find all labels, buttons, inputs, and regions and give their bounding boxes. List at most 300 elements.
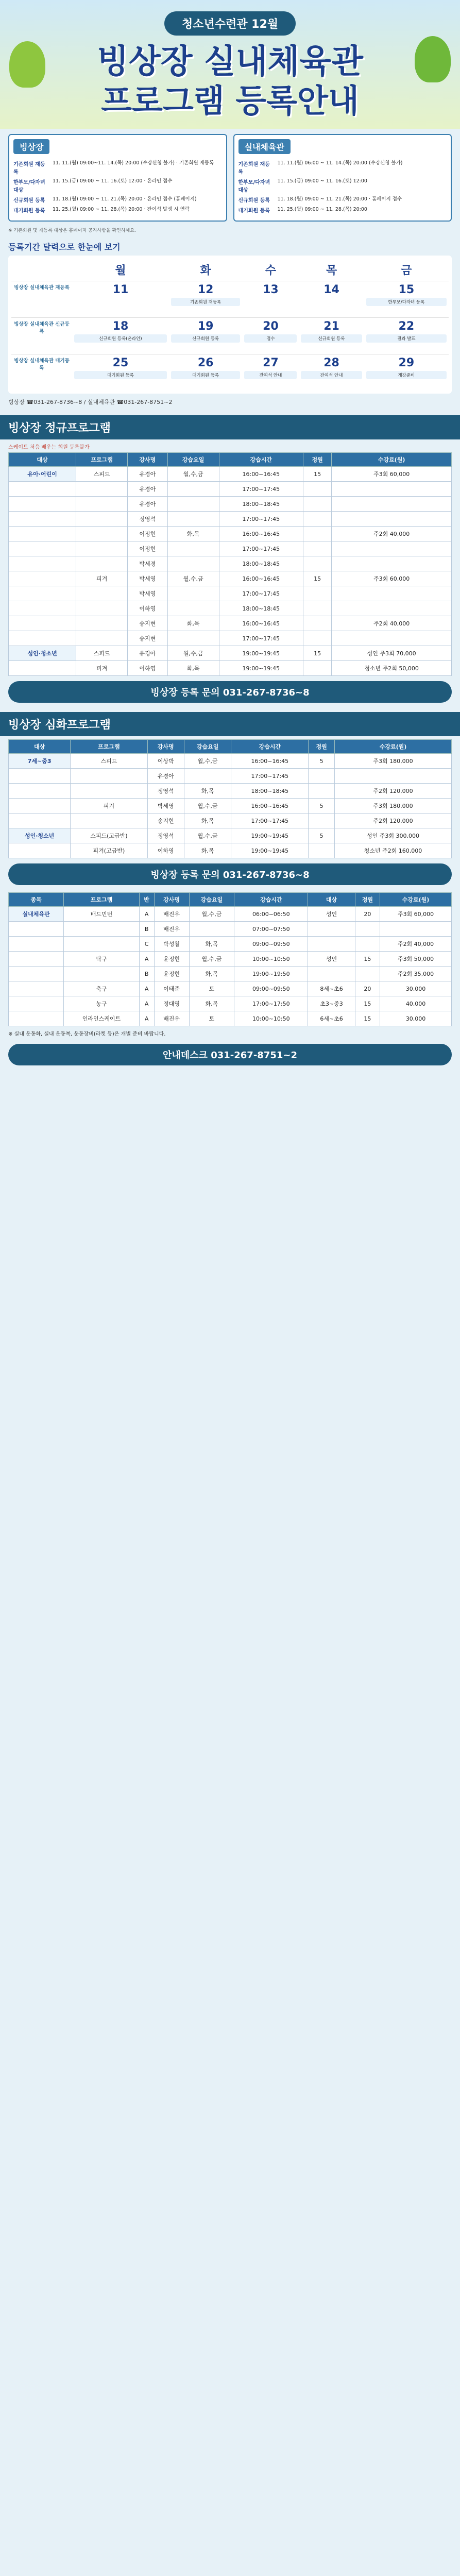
table-header: 강습시간 (219, 453, 303, 467)
table-cell (76, 616, 128, 631)
regular-note: 스케이트 처음 배우는 회원 등록불가 (8, 445, 90, 450)
hero-banner (0, 0, 460, 129)
table-cell (167, 512, 219, 527)
regular-section-title: 빙상장 정규프로그램 (0, 415, 460, 439)
table-cell (303, 556, 331, 571)
table-row (9, 828, 452, 843)
table-cell (303, 541, 331, 556)
table-header: 프로그램 (76, 453, 128, 467)
table-cell: 피겨 (76, 571, 128, 586)
table-cell (309, 769, 335, 784)
table-cell (9, 601, 76, 616)
notes-top: ※ 기존회원 및 재등록 대상은 홈페이지 공지사항을 확인하세요. (8, 228, 136, 233)
table-cell: 17:00~17:45 (219, 586, 303, 601)
table-cell: 배진우 (154, 922, 189, 937)
table-cell: 주2회 120,000 (334, 814, 451, 828)
table-cell: 정영석 (147, 784, 184, 799)
table-cell (303, 497, 331, 512)
registration-boxes (8, 134, 452, 222)
box-title: 빙상장 (13, 139, 49, 154)
table-cell (9, 541, 76, 556)
table-cell (309, 814, 335, 828)
page (0, 0, 460, 1071)
table-cell (9, 1011, 64, 1026)
calendar-table (11, 259, 449, 391)
row-tag: 대기회원 등록 (238, 208, 270, 214)
table-cell: 성인 주3회 70,000 (332, 646, 452, 661)
table-cell: 16:00~16:45 (219, 527, 303, 541)
calendar-event: 신규회원 등록 (301, 334, 362, 343)
table-cell (189, 922, 234, 937)
table-cell (9, 799, 71, 814)
advanced-table (8, 739, 452, 858)
calendar-event: 개강준비 (366, 371, 447, 379)
calendar-day (364, 281, 449, 318)
table-cell: 17:00~17:45 (219, 541, 303, 556)
table-cell: 박세경 (128, 556, 168, 571)
table-cell: 주3회 60,000 (332, 571, 452, 586)
table-cell (334, 769, 451, 784)
table-row (9, 541, 452, 556)
table-cell (332, 512, 452, 527)
table-cell: 이하영 (147, 843, 184, 858)
table-cell: 19:00~19:45 (219, 646, 303, 661)
table-cell: 농구 (64, 996, 139, 1011)
table-cell (9, 814, 71, 828)
table-cell: A (139, 907, 154, 922)
table-cell (303, 616, 331, 631)
calendar-day-number: 21 (323, 320, 339, 333)
table-cell: A (139, 1011, 154, 1026)
table-cell: 송지현 (128, 616, 168, 631)
table-cell: 성인·청소년 (9, 646, 76, 661)
table-cell: 정대영 (154, 996, 189, 1011)
table-row (9, 571, 452, 586)
table-cell (76, 556, 128, 571)
calendar-day (364, 318, 449, 354)
calendar-day (299, 354, 364, 391)
table-cell: A (139, 996, 154, 1011)
table-cell (355, 937, 380, 952)
regular-table (8, 452, 452, 676)
calendar-weekday: 목 (326, 264, 337, 277)
table-cell (76, 482, 128, 497)
calendar-day-number: 26 (197, 357, 214, 369)
table-cell: 인라인스케이트 (64, 1011, 139, 1026)
notes-bottom: ※ 실내 운동화, 실내 운동복, 운동장비(라켓 등)은 개별 준비 바랍니다. (8, 1031, 166, 1037)
calendar-day (72, 354, 169, 391)
table-cell: 주3회 50,000 (380, 952, 452, 967)
row-tag: 신규회원 등록 (13, 198, 45, 204)
table-cell (309, 784, 335, 799)
rink-registration-box (8, 134, 227, 222)
table-cell (332, 541, 452, 556)
calendar-day-number: 11 (112, 283, 129, 296)
row-tag: 한부모/다자녀 대상 (238, 180, 270, 193)
table-cell: 20 (355, 981, 380, 996)
gym-phone: 안내데스크 031-267-8751~2 (8, 1044, 452, 1065)
table-row (9, 527, 452, 541)
table-cell: 19:00~19:45 (231, 843, 309, 858)
table-cell: 16:00~16:45 (231, 799, 309, 814)
table-cell (9, 571, 76, 586)
table-cell: 18:00~18:45 (219, 497, 303, 512)
table-row (9, 556, 452, 571)
calendar-day-number: 28 (323, 357, 339, 369)
table-cell (303, 482, 331, 497)
table-cell: 월,수,금 (167, 571, 219, 586)
table-cell: 정영석 (147, 828, 184, 843)
calendar-day-number: 18 (112, 320, 129, 333)
calendar-day-number: 14 (323, 283, 339, 296)
row-tag: 기존회원 재등록 (238, 162, 270, 175)
calendar-weekday: 화 (200, 264, 211, 277)
table-cell: 축구 (64, 981, 139, 996)
table-row (9, 814, 452, 828)
table-cell: 15 (303, 571, 331, 586)
table-cell (9, 661, 76, 676)
row-text: 11. 11.(월) 06:00 ~ 11. 14.(목) 20:00 (수강신청 불가) (277, 160, 403, 166)
table-cell: 19:00~19:45 (231, 828, 309, 843)
table-cell: 화,목 (189, 996, 234, 1011)
table-cell: 17:00~17:45 (231, 769, 309, 784)
table-cell (9, 586, 76, 601)
table-cell: 15 (303, 467, 331, 482)
table-cell: 월,수,금 (189, 907, 234, 922)
calendar-day-number: 13 (263, 283, 279, 296)
table-cell (71, 769, 147, 784)
table-cell (308, 922, 355, 937)
table-cell: A (139, 952, 154, 967)
table-cell: C (139, 937, 154, 952)
table-cell: 18:00~18:45 (219, 601, 303, 616)
table-cell: B (139, 922, 154, 937)
table-cell (9, 512, 76, 527)
table-cell: 월,수,금 (184, 799, 231, 814)
table-cell (64, 922, 139, 937)
table-cell (9, 556, 76, 571)
table-cell: 이하영 (128, 661, 168, 676)
calendar-day (299, 318, 364, 354)
table-header: 대상 (9, 453, 76, 467)
table-cell: 16:00~16:45 (219, 571, 303, 586)
table-row (9, 922, 452, 937)
table-cell: 화,목 (184, 814, 231, 828)
calendar-day-number: 25 (112, 357, 129, 369)
table-cell: 피겨 (71, 799, 147, 814)
table-cell: 19:00~19:50 (234, 967, 308, 981)
table-cell: 성인 주3회 300,000 (334, 828, 451, 843)
table-header: 대상 (9, 740, 71, 754)
table-cell (167, 631, 219, 646)
calendar-day (72, 318, 169, 354)
row-text: 11. 18.(월) 09:00 ~ 11. 21.(목) 20:00 · 온라인 접수 (홈페이지) (53, 196, 197, 202)
table-cell (71, 784, 147, 799)
table-header: 정원 (309, 740, 335, 754)
table-cell: 청소년 주2회 50,000 (332, 661, 452, 676)
calendar-day (364, 354, 449, 391)
calendar-day (299, 281, 364, 318)
table-cell: 06:00~06:50 (234, 907, 308, 922)
table-cell: 6세~초6 (308, 1011, 355, 1026)
table-cell: 17:00~17:50 (234, 996, 308, 1011)
table-cell: 16:00~16:45 (219, 467, 303, 482)
table-cell (71, 814, 147, 828)
table-cell: 유경아 (147, 769, 184, 784)
table-row (9, 843, 452, 858)
table-cell (332, 631, 452, 646)
table-header: 강사명 (154, 893, 189, 907)
table-cell (167, 541, 219, 556)
table-cell: 윤정현 (154, 967, 189, 981)
table-cell (9, 527, 76, 541)
table-cell: 30,000 (380, 1011, 452, 1026)
table-cell: 09:00~09:50 (234, 981, 308, 996)
calendar-day-number: 12 (197, 283, 214, 296)
calendar-event: 접수 (244, 334, 297, 343)
table-cell: 5 (309, 754, 335, 769)
table-cell: 월,수,금 (167, 467, 219, 482)
table-row (9, 601, 452, 616)
hero-subtitle: 프로그램 등록안내 (101, 82, 359, 120)
table-row (9, 631, 452, 646)
table-row (9, 784, 452, 799)
table-cell: 배드민턴 (64, 907, 139, 922)
table-header: 강습요일 (189, 893, 234, 907)
calendar-event: 대기회원 등록 (171, 371, 240, 379)
table-cell: 주2회 40,000 (332, 527, 452, 541)
table-row (9, 646, 452, 661)
row-text: 11. 25.(월) 09:00 ~ 11. 28.(목) 20:00 (277, 207, 367, 212)
table-cell (167, 601, 219, 616)
table-cell: 피겨(고급반) (71, 843, 147, 858)
calendar-week-label: 빙상장 실내체육관 대기등록 (11, 354, 72, 391)
table-cell: 40,000 (380, 996, 452, 1011)
table-cell: 유경아 (128, 497, 168, 512)
table-cell: 8세~초6 (308, 981, 355, 996)
table-cell: 배진우 (154, 907, 189, 922)
calendar-day (242, 281, 299, 318)
table-row (9, 981, 452, 996)
table-row (9, 1011, 452, 1026)
table-cell (9, 616, 76, 631)
table-cell: 주3회 180,000 (334, 754, 451, 769)
table-row (9, 497, 452, 512)
table-header: 정원 (303, 453, 331, 467)
table-cell: 윤정현 (154, 952, 189, 967)
row-tag: 신규회원 등록 (238, 198, 270, 204)
calendar-weekday: 금 (401, 264, 412, 277)
table-cell (9, 631, 76, 646)
calendar-weekday: 수 (265, 264, 277, 277)
table-cell (9, 497, 76, 512)
calendar-event: 신규회원 등록(온라인) (74, 334, 167, 343)
table-cell: 유아·어린이 (9, 467, 76, 482)
table-cell (308, 967, 355, 981)
table-cell: 월,수,금 (184, 828, 231, 843)
table-cell: 유경아 (128, 482, 168, 497)
calendar-week-label: 빙상장 실내체육관 재등록 (11, 281, 72, 318)
table-cell (332, 556, 452, 571)
calendar-week-label: 빙상장 실내체육관 신규등록 (11, 318, 72, 354)
table-cell: 이정현 (128, 527, 168, 541)
table-cell (9, 482, 76, 497)
table-cell: 월,수,금 (184, 754, 231, 769)
table-cell: 배진우 (154, 1011, 189, 1026)
table-cell: 주3회 60,000 (380, 907, 452, 922)
table-header: 강습시간 (234, 893, 308, 907)
advanced-phone: 빙상장 등록 문의 031-267-8736~8 (8, 863, 452, 885)
table-cell: 박세영 (147, 799, 184, 814)
calendar-body (11, 281, 449, 391)
row-text: 11. 18.(월) 09:00 ~ 11. 21.(목) 20:00 · 홈페이지 접수 (277, 196, 402, 202)
table-cell: 토 (189, 1011, 234, 1026)
row-text: 11. 15.(금) 09:00 ~ 11. 16.(토) 12:00 (277, 178, 367, 184)
calendar-day (169, 318, 242, 354)
table-cell (303, 527, 331, 541)
calendar-week (11, 354, 449, 391)
calendar-event: 기존회원 재등록 (171, 298, 240, 306)
table-header: 강습시간 (231, 740, 309, 754)
table-cell (332, 586, 452, 601)
table-cell: 16:00~16:45 (219, 616, 303, 631)
table-cell: 박세영 (128, 571, 168, 586)
table-cell: 18:00~18:45 (231, 784, 309, 799)
table-row (9, 937, 452, 952)
calendar-day-number: 19 (197, 320, 214, 333)
table-cell (184, 769, 231, 784)
table-cell (332, 601, 452, 616)
table-cell: 초3~중3 (308, 996, 355, 1011)
table-header: 프로그램 (64, 893, 139, 907)
calendar-event: 신규회원 등록 (171, 334, 240, 343)
table-cell (380, 922, 452, 937)
calendar-week (11, 281, 449, 318)
table-cell: 송지현 (147, 814, 184, 828)
table-cell (64, 967, 139, 981)
table-cell: 20 (355, 907, 380, 922)
table-cell (76, 497, 128, 512)
table-cell (303, 661, 331, 676)
table-cell (9, 784, 71, 799)
tree-illustration (415, 36, 451, 82)
table-cell: 15 (355, 952, 380, 967)
table-cell (76, 512, 128, 527)
table-cell: 박세영 (128, 586, 168, 601)
row-tag: 기존회원 재등록 (13, 162, 45, 175)
table-cell: 18:00~18:45 (219, 556, 303, 571)
row-text: 11. 15.(금) 09:00 ~ 11. 16.(토) 12:00 · 온라인 접수 (53, 178, 173, 184)
table-cell (303, 631, 331, 646)
table-header: 강습요일 (167, 453, 219, 467)
table-row (9, 799, 452, 814)
table-cell (9, 769, 71, 784)
calendar-corner (11, 259, 72, 281)
table-cell: 화,목 (189, 937, 234, 952)
table-cell: 15 (303, 646, 331, 661)
table-cell: 유경아 (128, 646, 168, 661)
table-cell (167, 586, 219, 601)
table-cell: 화,목 (167, 661, 219, 676)
table-cell: 실내체육관 (9, 907, 64, 922)
table-row (9, 467, 452, 482)
table-header: 수강료(원) (380, 893, 452, 907)
table-cell: 5 (309, 799, 335, 814)
table-header: 정원 (355, 893, 380, 907)
table-row (9, 482, 452, 497)
table-cell: 17:00~17:45 (219, 631, 303, 646)
table-cell: 17:00~17:45 (219, 512, 303, 527)
table-cell (303, 601, 331, 616)
table-header: 수강료(원) (332, 453, 452, 467)
table-cell: 피겨 (76, 661, 128, 676)
table-cell (303, 586, 331, 601)
contact-top: 빙상장 ☎031-267-8736~8 / 실내체육관 ☎031-267-8751~2 (8, 399, 173, 405)
table-cell (167, 556, 219, 571)
table-cell: 07:00~07:50 (234, 922, 308, 937)
calendar-day (169, 354, 242, 391)
table-cell: 화,목 (167, 616, 219, 631)
table-cell: 09:00~09:50 (234, 937, 308, 952)
table-cell: 청소년 주2회 160,000 (334, 843, 451, 858)
table-cell: 15 (355, 996, 380, 1011)
table-header: 대상 (308, 893, 355, 907)
calendar-day (242, 354, 299, 391)
gym-registration-box (233, 134, 452, 222)
table-cell: 스피드 (71, 754, 147, 769)
table-cell (9, 996, 64, 1011)
calendar-day-number: 27 (263, 357, 279, 369)
table-cell: A (139, 981, 154, 996)
row-text: 11. 25.(월) 09:00 ~ 11. 28.(목) 20:00 · 잔여석 발생 시 연락 (53, 207, 190, 212)
table-cell (76, 586, 128, 601)
calendar-day (72, 281, 169, 318)
table-cell (303, 512, 331, 527)
table-row (9, 512, 452, 527)
table-cell: 이태준 (154, 981, 189, 996)
row-text: 11. 11.(월) 09:00~11. 14.(목) 20:00 (수강신청 불가) · 기존회원 재등록 (53, 160, 214, 166)
table-row (9, 586, 452, 601)
calendar-event: 한부모/다자녀 등록 (366, 298, 447, 306)
table-cell (9, 952, 64, 967)
calendar-event: 잔여석 안내 (244, 371, 297, 379)
table-cell: 주3회 180,000 (334, 799, 451, 814)
advanced-section-title: 빙상장 심화프로그램 (0, 712, 460, 736)
table-cell (308, 937, 355, 952)
table-cell: 스피드 (76, 467, 128, 482)
table-row (9, 952, 452, 967)
table-cell (167, 497, 219, 512)
table-cell (9, 981, 64, 996)
table-cell: 30,000 (380, 981, 452, 996)
table-cell: 송지현 (128, 631, 168, 646)
calendar-day-number: 22 (398, 320, 415, 333)
calendar-day (169, 281, 242, 318)
table-cell: 이하영 (128, 601, 168, 616)
table-cell (332, 482, 452, 497)
table-cell: 토 (189, 981, 234, 996)
table-cell (332, 497, 452, 512)
table-cell (309, 843, 335, 858)
table-cell: 주2회 120,000 (334, 784, 451, 799)
table-cell: B (139, 967, 154, 981)
calendar-header-row (11, 259, 449, 281)
table-cell (76, 541, 128, 556)
row-tag: 한부모/다자녀 대상 (13, 180, 45, 193)
table-cell: 15 (355, 1011, 380, 1026)
table-cell (9, 967, 64, 981)
table-cell (355, 922, 380, 937)
